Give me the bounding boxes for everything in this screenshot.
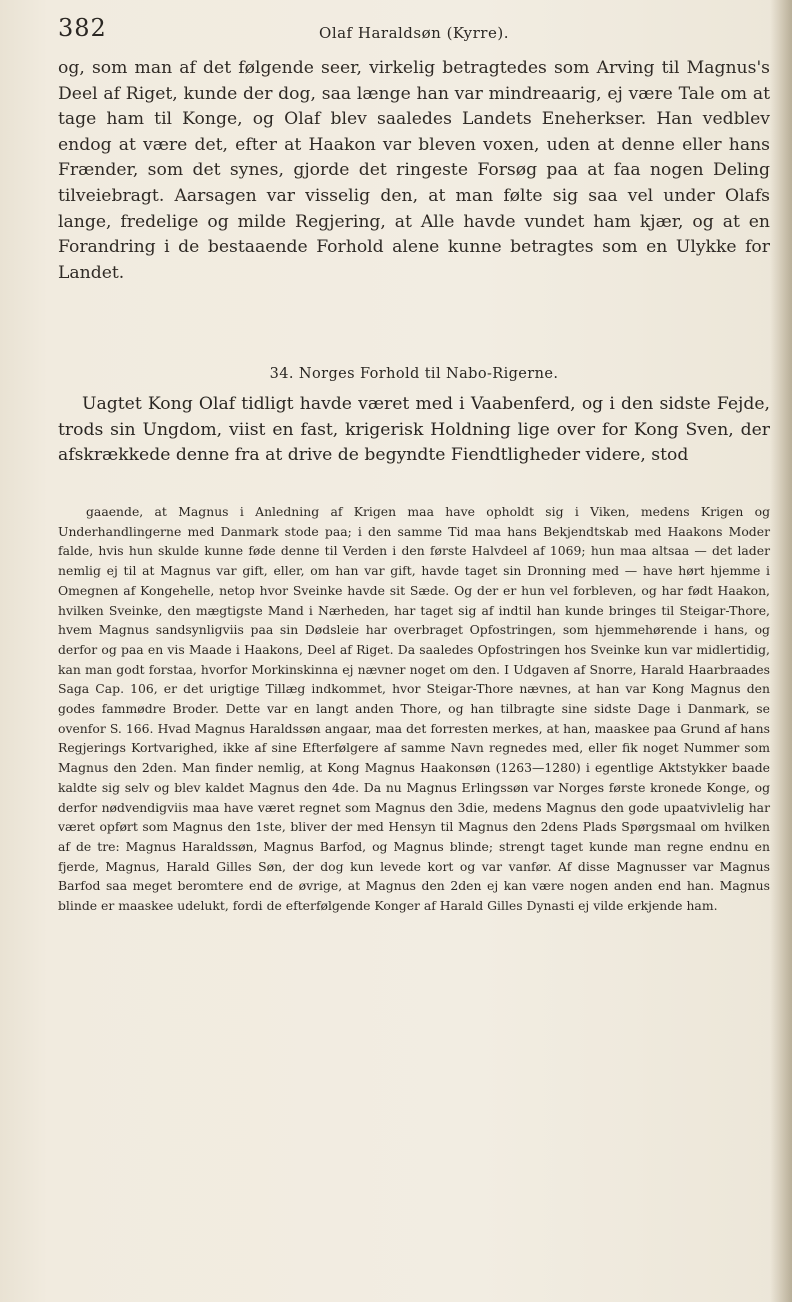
page-edge (770, 0, 792, 1302)
running-head: Olaf Haraldsøn (Kyrre). (319, 24, 509, 42)
page-header (58, 14, 770, 48)
section-paragraph: Uagtet Kong Olaf tidligt havde været med i Vaabenferd, og i den sidste Fejde, trods sin Ungdom, viist en fast, krigerisk Holdning lige over for Kong Sven, der afskrækkede denne fra at drive de begyndte Fiendtligheder videre, stod (58, 394, 770, 466)
main-text-block (58, 56, 770, 286)
footnote-text: gaaende, at Magnus i Anledning af Krigen maa have opholdt sig i Viken, medens Krigen og Underhandlingerne med Danmark stode paa; i den samme Tid maa hans Bekjendtskab med Haakons Moder falde, hvis hun skulde kunne føde denne til Verden i den første Halvdeel af 1069; hun maa altsaa — det lader nemlig ej til at Magnus var gift, eller, om han var gift, havde taget sin Dronning med — have hørt hjemme i Omegnen af Kongehelle, netop hvor Sveinke havde sit Sæde. Og der er hun vel forbleven, og har født Haakon, hvilken Sveinke, den mægtigste Mand i Nærheden, har taget sig af indtil han kunde bringes til Steigar-Thore, hvem Magnus sandsynligviis paa sin Dødsleie har overbraget Opfostringen, som hjemmehørende i hans, og derfor og paa en vis Maade i Haakons, Deel af Riget. Da saaledes Opfostringen hos Sveinke kun var midlertidig, kan man godt forstaa, hvorfor Morkinskinna ej nævner noget om den. I Udgaven af Snorre, Harald Haarbraades Saga Cap. 106, er det urigtige Tillæg indkommet, hvor Steigar-Thore nævnes, at han var Kong Magnus den godes fammødre Broder. Dette var en langt anden Thore, og han tilbragte sine sidste Dage i Danmark, se ovenfor S. 166. Hvad Magnus Haraldssøn angaar, maa det forresten merkes, at han, maaskee paa Grund af hans Regjerings Kortvarighed, ikke af sine Efterfølgere af samme Navn regnedes med, eller fik noget Nummer som Magnus den 2den. Man finder nemlig, at Kong Magnus Haakonsøn (1263—1280) i egentlige Aktstykker baade kaldte sig selv og blev kaldet Magnus den 4de. Da nu Magnus Erlingssøn var Norges første kronede Konge, og derfor nødvendigviis maa have været regnet som Magnus den 3die, medens Magnus den gode upaatvivlelig har været opført som Magnus den 1ste, bliver der med Hensyn til Magnus den 2dens Plads Spørgsmaal om hvilken af de tre: Magnus Haraldssøn, Magnus Barfod, og Magnus blinde; strengt taget kunde man regne endnu en fjerde, Magnus, Harald Gilles Søn, der dog kun levede kort og var vanfør. Af disse Magnusser var Magnus Barfod saa meget beromtere end de øvrige, at Magnus den 2den ej kan være nogen anden end han. Magnus blinde er maaskee udelukt, fordi de efterfølgende Konger af Harald Gilles Dynasti ej vilde erkjende ham. (58, 504, 770, 914)
page-number: 382 (58, 14, 107, 42)
section-body (58, 392, 770, 469)
main-paragraph: og, som man af det følgende seer, virkelig betragtedes som Arving til Magnus's Deel af Riget, kunde der dog, saa længe han var mindreaarig, ej være Tale om at tage ham til Konge, og Olaf blev saaledes Landets Eneherkser. Han vedblev endog at være det, efter at Haakon var bleven voxen, uden at denne eller hans Frænder, som det synes, gjorde det ringeste Forsøg paa at faa nogen Deling tilveiebragt. Aarsagen var visselig den, at man følte sig saa vel under Olafs lange, fredelige og milde Regjering, at Alle havde vundet ham kjær, og at en Forandring i de bestaaende Forhold alene kunne betragtes som en Ulykke for Landet. (58, 58, 770, 283)
section-heading: 34. Norges Forhold til Nabo-Rigerne. (269, 366, 559, 382)
footnote-block (58, 502, 770, 916)
